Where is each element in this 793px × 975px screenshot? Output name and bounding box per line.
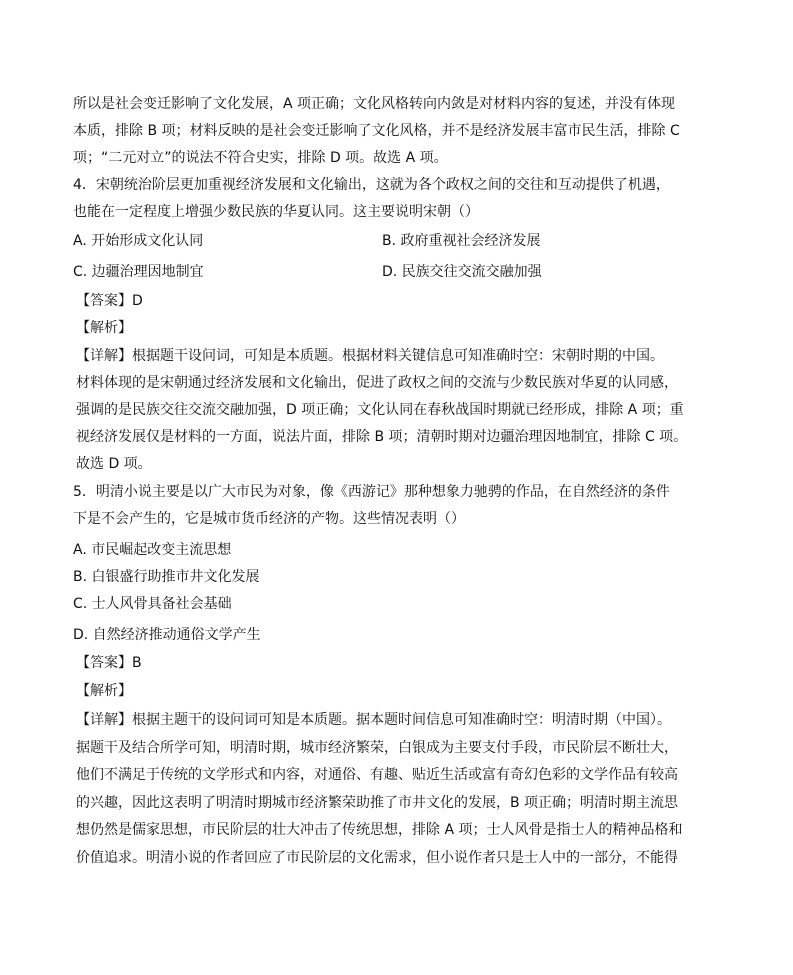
q5-detail-line-6: 价值追求。明清小说的作者回应了市民阶层的文化需求，但小说作者只是士人中的一部分，不能得 <box>76 850 678 866</box>
q4-option-d: D. 民族交往交流交融加强 <box>382 264 542 280</box>
q5-option-d: D. 自然经济推动通俗文学产生 <box>73 627 261 643</box>
q5-option-a: A. 市民崛起改变主流思想 <box>73 542 232 558</box>
q4-option-a: A. 开始形成文化认同 <box>73 233 204 249</box>
q4-stem-line-1: 4．宋朝统治阶层更加重视经济发展和文化输出，这就为各个政权之间的交往和互动提供了机遇， <box>73 177 670 193</box>
q4-stem-line-2: 也能在一定程度上增强少数民族的华夏认同。这主要说明宋朝（） <box>73 204 479 220</box>
q5-option-c: C. 士人风骨具备社会基础 <box>73 596 232 612</box>
q5-stem-line-1: 5．明清小说主要是以广大市民为对象，像《西游记》那种想象力驰骋的作品，在自然经济的条件 <box>73 484 670 500</box>
q4-analysis-label: 【解析】 <box>76 320 132 336</box>
q4-detail-line-3: 强调的是民族交往交流交融加强，D 项正确；文化认同在春秋战国时期就已经形成，排除 A 项；重 <box>76 402 684 418</box>
q4-detail-line-4: 视经济发展仅是材料的一方面，说法片面，排除 B 项；清朝时期对边疆治理因地制宜，排除 C 项。 <box>76 429 688 445</box>
q4-detail-line-2: 材料体现的是宋朝通过经济发展和文化输出，促进了政权之间的交流与少数民族对华夏的认同感， <box>76 375 678 391</box>
q4-option-c: C. 边疆治理因地制宜 <box>73 264 204 280</box>
q4-option-b: B. 政府重视社会经济发展 <box>382 233 541 249</box>
q5-option-b: B. 白银盛行助推市井文化发展 <box>73 569 260 585</box>
continuation-line-1: 所以是社会变迁影响了文化发展，A 项正确；文化风格转向内敛是对材料内容的复述，并没有体现 <box>73 96 676 112</box>
q4-answer: 【答案】D <box>76 293 143 309</box>
q5-answer: 【答案】B <box>76 655 142 671</box>
continuation-line-3: 项；“二元对立”的说法不符合史实，排除 D 项。故选 A 项。 <box>73 150 448 166</box>
q5-detail-line-1: 【详解】根据主题干的设问词可知是本质题。据本题时间信息可知准确时空：明清时期（中国）。 <box>76 712 671 728</box>
q5-stem-line-2: 下是不会产生的，它是城市货币经济的产物。这些情况表明（） <box>73 511 465 527</box>
q5-detail-line-2: 据题干及结合所学可知，明清时期，城市经济繁荣，白银成为主要支付手段，市民阶层不断壮大， <box>76 740 678 756</box>
q5-detail-line-5: 想仍然是儒家思想，市民阶层的壮大冲击了传统思想，排除 A 项；士人风骨是指士人的精神品格和 <box>76 822 683 838</box>
q5-detail-line-4: 的兴趣，因此这表明了明清时期城市经济繁荣助推了市井文化的发展，B 项正确；明清时期主流思 <box>76 795 679 811</box>
q5-detail-line-3: 他们不满足于传统的文学形式和内容，对通俗、有趣、贴近生活或富有奇幻色彩的文学作品有较高 <box>76 767 678 783</box>
continuation-line-2: 本质，排除 B 项；材料反映的是社会变迁影响了文化风格，并不是经济发展丰富市民生活，排除 C <box>73 123 680 139</box>
q5-analysis-label: 【解析】 <box>76 683 132 699</box>
q4-detail-line-5: 故选 D 项。 <box>76 456 152 472</box>
q4-detail-line-1: 【详解】根据题干设问词，可知是本质题。根据材料关键信息可知准确时空：宋朝时期的中国。 <box>76 348 664 364</box>
